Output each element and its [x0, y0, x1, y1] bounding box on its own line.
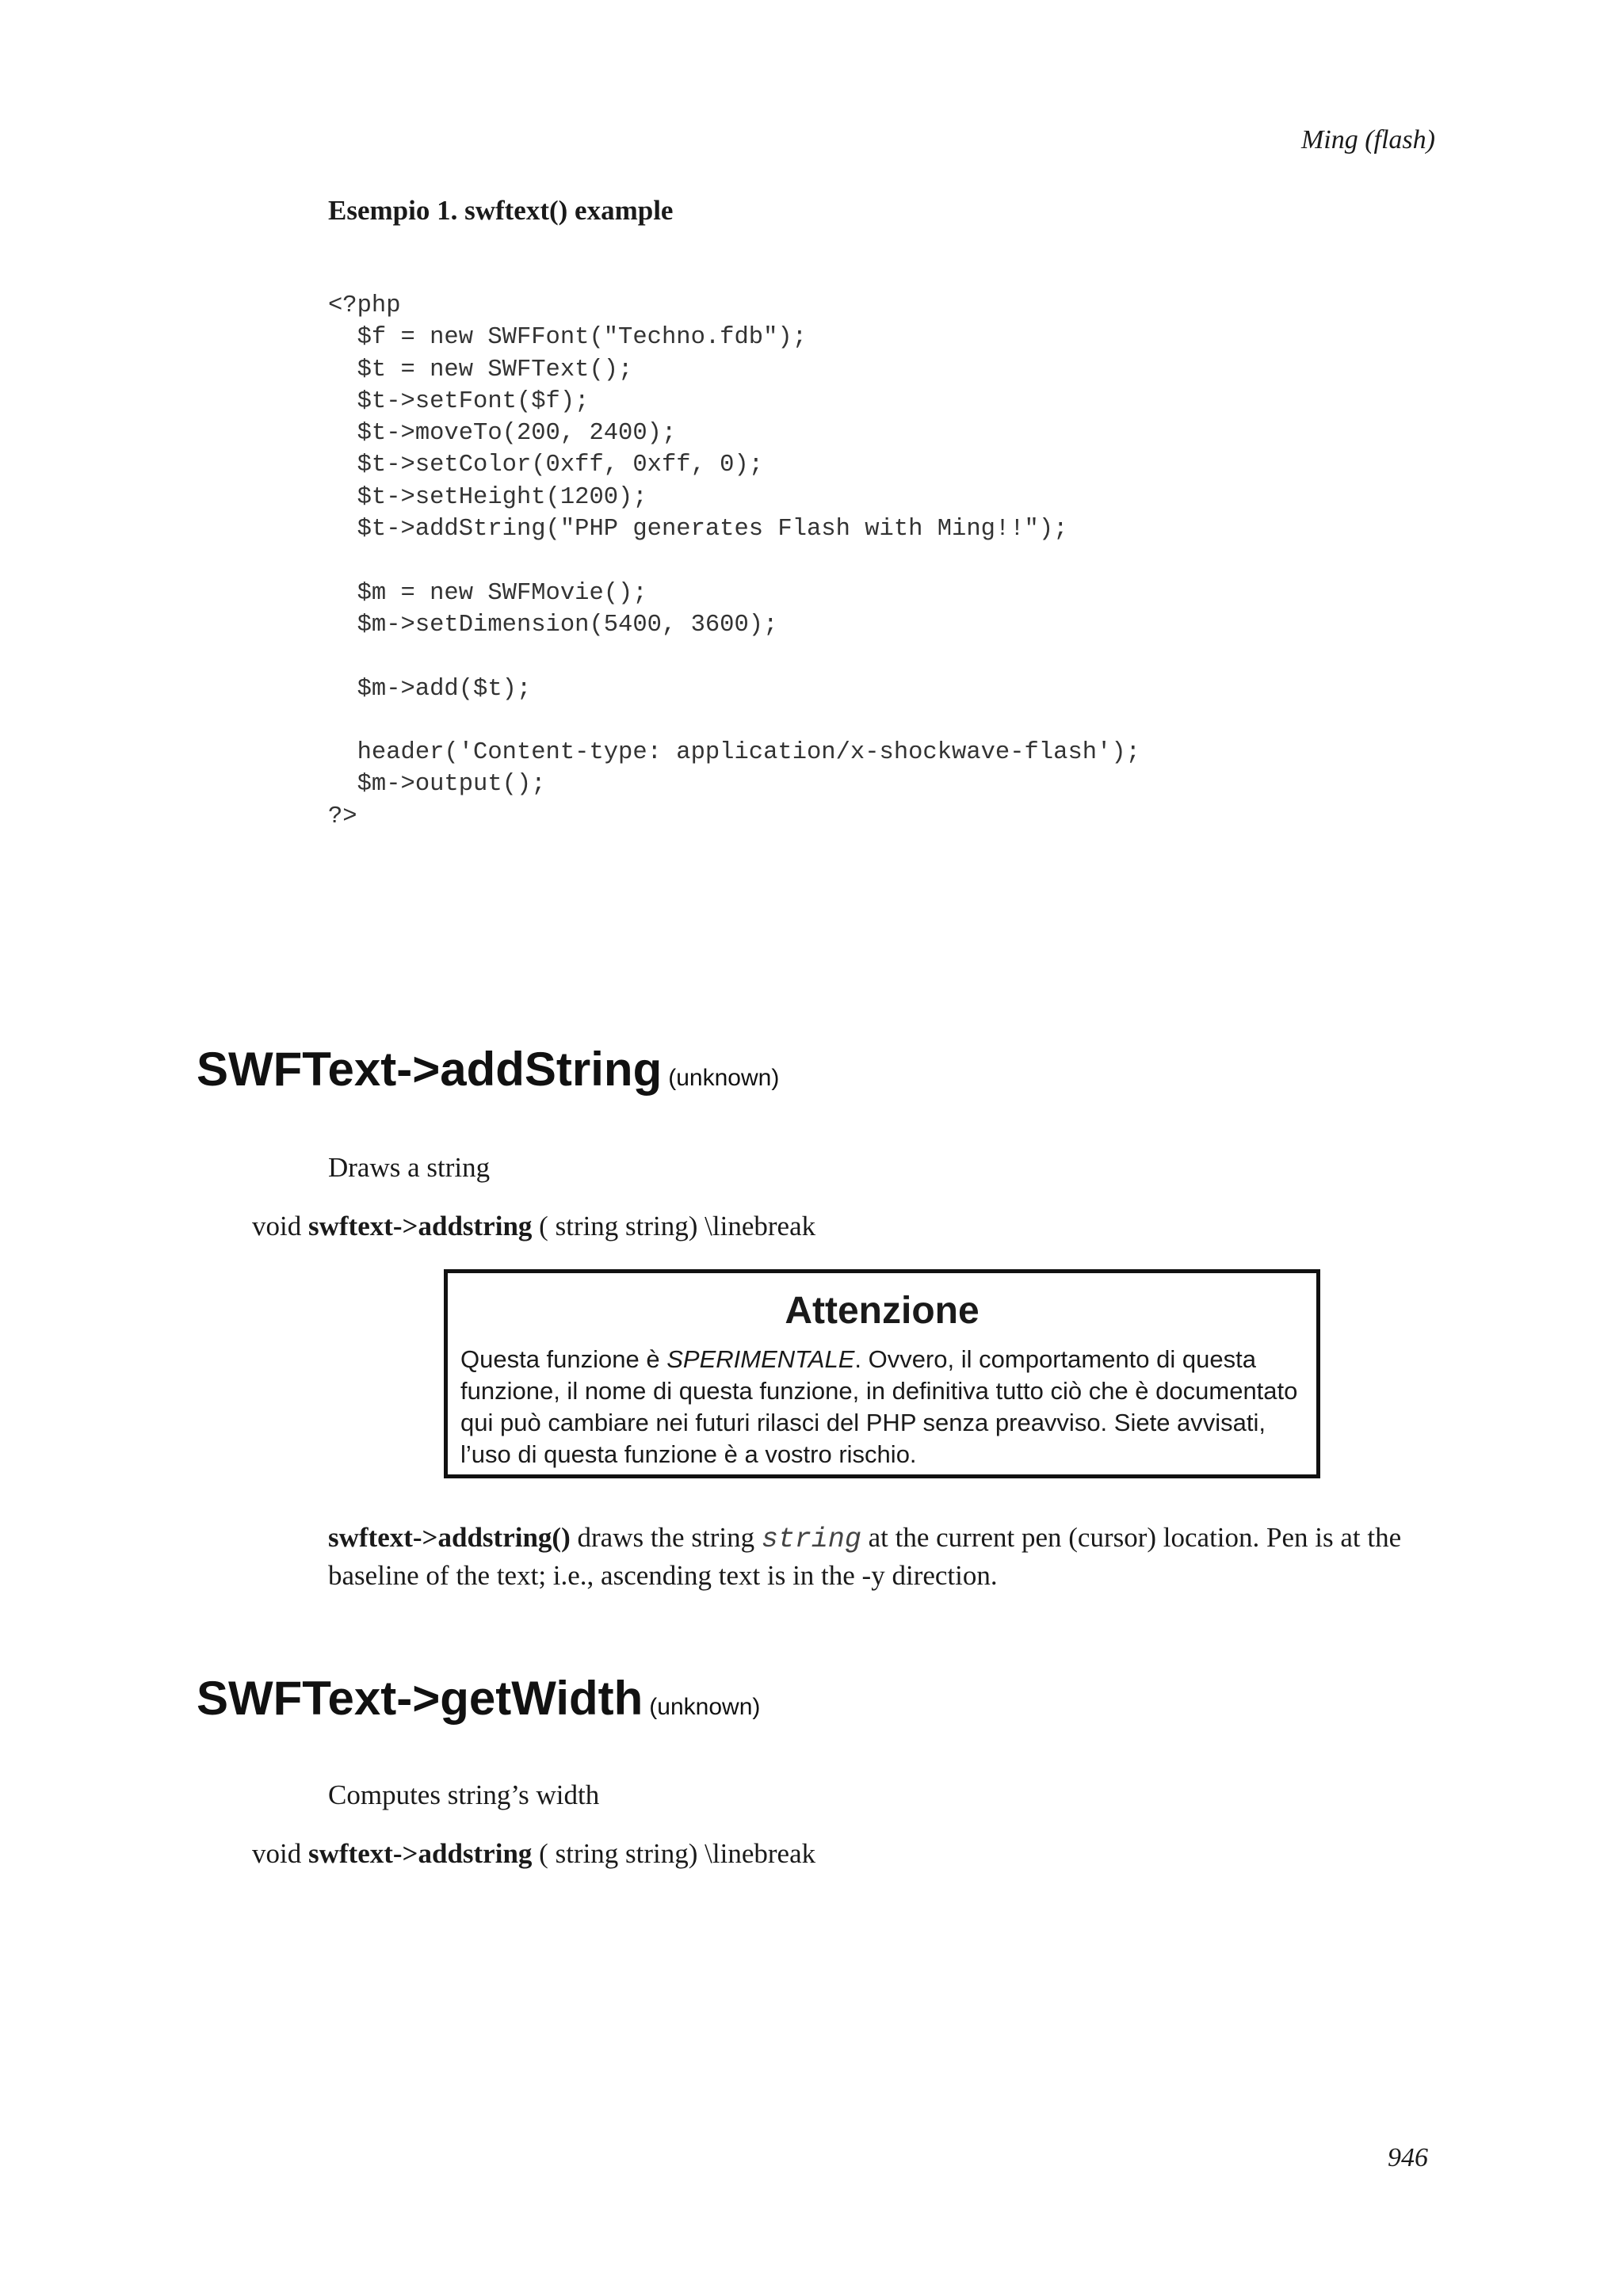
- section-title-getwidth: [197, 1672, 761, 1725]
- warning-text-start: Questa funzione è: [460, 1344, 667, 1373]
- warning-text: [460, 1344, 1304, 1470]
- example-title: Esempio 1. swftext() example: [328, 195, 674, 226]
- warning-emphasis: SPERIMENTALE: [666, 1344, 855, 1373]
- method-name: swftext->addstring: [307, 1838, 533, 1869]
- method-synopsis-addstring: [252, 1211, 815, 1242]
- warning-text-end: . Ovvero, il comportamento di questa funzione, il nome di questa funzione, in definitiva tutto ciò che è documentato qui può cambiare nei futuri rilasci del PHP senza preavviso. Siete avvisati, l’uso di questa funzione è a vostro rischio.: [460, 1344, 1298, 1468]
- warning-box: [444, 1269, 1320, 1478]
- section-title-addstring: [197, 1043, 780, 1096]
- refpurpose-addstring: Draws a string: [328, 1152, 491, 1183]
- section-title-text: SWFText->addString: [197, 1043, 663, 1096]
- refpurpose-getwidth: Computes string’s width: [328, 1779, 600, 1810]
- page-number: 946: [1388, 2143, 1428, 2172]
- method-name: swftext->addstring: [307, 1211, 533, 1241]
- section-title-suffix: (unknown): [668, 1065, 780, 1091]
- method-params: ( string string) \linebreak: [539, 1211, 816, 1241]
- code-example: <?php $f = new SWFFont("Techno.fdb"); $t = new SWFText(); $t->setFont($f); $t->moveTo(200, 2400); $t->setColor(0xff, 0xff, 0); $t->setHeight(1200); $t->addString("PHP generates Flash with Ming!!"); $m = new SWFMovie(); $m->setDimension(5400, 3600); $m->add($t); header('Content-type: application/x-shockwave-flash'); $m->output(); ?>: [328, 292, 1140, 830]
- description-paragraph: [328, 1520, 1430, 1593]
- description-function-name: swftext->addstring(): [328, 1522, 571, 1553]
- section-title-text: SWFText->getWidth: [197, 1672, 643, 1725]
- return-type: void: [252, 1211, 302, 1241]
- method-synopsis-getwidth: [252, 1838, 815, 1870]
- method-params: ( string string) \linebreak: [539, 1838, 816, 1869]
- description-text-start: draws the string: [570, 1522, 762, 1553]
- return-type: void: [252, 1838, 302, 1869]
- description-parameter: string: [761, 1524, 861, 1555]
- section-title-suffix: (unknown): [649, 1694, 761, 1720]
- warning-title: Attenzione: [785, 1290, 980, 1332]
- running-header: Ming (flash): [1300, 125, 1435, 154]
- description-text-end: at the current pen (cursor) location. Pen is at the baseline of the text; i.e., ascending text is in the -y direction.: [328, 1522, 1402, 1591]
